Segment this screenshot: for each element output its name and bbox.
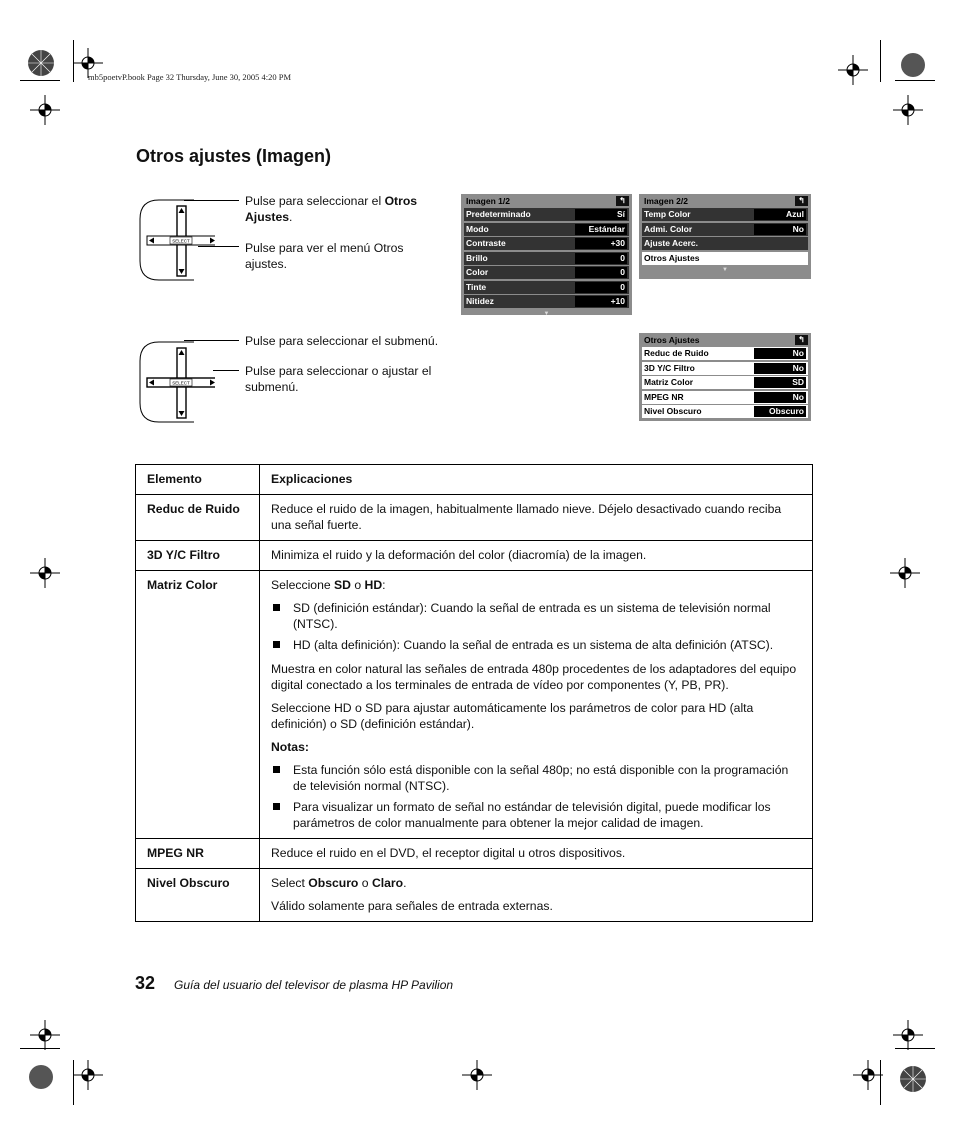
element-explanation [260,869,813,922]
remote-dpad-icon [139,341,215,423]
menu-item[interactable]: Brillo 0 [464,252,629,265]
crop-mark [880,40,881,82]
menu-item[interactable]: 3D Y/C Filtro No [642,362,808,375]
back-icon[interactable]: ↰ [616,196,629,206]
table-row [136,495,813,541]
scroll-down-icon[interactable]: ▼ [722,267,728,273]
menu-item[interactable]: Nivel Obscuro Obscuro [642,405,808,418]
bullet-square-icon [273,803,280,810]
page-title: Otros ajustes (Imagen) [136,146,332,166]
instruction-select-submenu: Pulse para seleccionar el submenú. [245,334,439,348]
select-label: SELECT [172,380,190,386]
menu-item[interactable]: Nitidez +10 [464,295,629,308]
menu-item-selected[interactable]: Otros Ajustes [642,252,808,265]
bullet-square-icon [273,766,280,773]
table-row [136,541,813,571]
crosshair-icon [890,558,920,588]
table-row [136,869,813,922]
menu-item[interactable]: Matriz Color SD [642,376,808,389]
explanations-table [135,464,813,922]
remote-dpad-icon [139,199,215,281]
table-header-row [136,465,813,495]
menu-header: Otros Ajustes ↰ [639,333,811,347]
footer-guide-title: Guía del usuario del televisor de plasma HP Pavilion [174,978,454,992]
registration-target-icon [24,46,58,80]
leader-line [184,200,239,201]
print-header: mb5poetvP.book Page 32 Thursday, June 30, 2005 4:20 PM [88,72,292,82]
bullet-square-icon [273,641,280,648]
registration-dot-icon [896,48,930,82]
nivel-line: Select Obscuro o Claro. [271,876,407,890]
leader-line [184,340,239,341]
page-number: 32 [135,973,156,993]
crosshair-icon [462,1060,492,1090]
instruction-adjust-submenu: Pulse para seleccionar o ajustar el submenú. [245,364,432,394]
osd-menu-imagen-2 [639,194,811,279]
crosshair-icon [853,1060,883,1090]
bullet-item: HD (alta definición): Cuando la señal de entrada es un sistema de alta definición (ATSC). [271,637,802,653]
crosshair-icon [893,95,923,125]
crosshair-icon [30,1020,60,1050]
matriz-intro: Seleccione SD o HD: [271,578,386,592]
table-row [136,571,813,839]
back-icon[interactable]: ↰ [795,335,808,345]
osd-menu-otros-ajustes [639,333,811,421]
table-row [136,839,813,869]
registration-dot-icon [24,1060,58,1094]
menu-item[interactable]: Reduc de Ruido No [642,347,808,360]
element-explanation [260,571,813,839]
menu-header: Imagen 2/2 ↰ [639,194,811,208]
registration-target-icon [896,1062,930,1096]
osd-menu-imagen-1 [461,194,632,315]
column-header-elemento: Elemento [136,465,260,495]
element-explanation: Reduce el ruido de la imagen, habitualmente llamado nieve. Déjelo desactivado cuando reciba una señal fuerte. [260,495,813,541]
leader-line [213,370,239,371]
crosshair-icon [73,1060,103,1090]
back-icon[interactable]: ↰ [795,196,808,206]
menu-item[interactable]: Contraste +30 [464,237,629,250]
element-explanation: Minimiza el ruido y la deformación del color (diacromía) de la imagen. [260,541,813,571]
leader-line [198,246,239,247]
element-name: MPEG NR [136,839,260,869]
menu-item[interactable]: Tinte 0 [464,281,629,294]
crop-mark [20,80,60,81]
crosshair-icon [838,55,868,85]
note-item: Esta función sólo está disponible con la señal 480p; no está disponible con la programación de televisión normal (NTSC). [271,762,802,794]
note-item: Para visualizar un formato de señal no estándar de televisión digital, puede modificar los parámetros de color manualmente para obtener la mejor calidad de imagen. [271,799,802,831]
crosshair-icon [30,95,60,125]
bullet-item: SD (definición estándar): Cuando la señal de entrada es un sistema de televisión normal (NTSC). [271,600,802,632]
notes-title: Notas: [271,740,309,754]
instruction-select-otros: Pulse para seleccionar el Otros Ajustes. [245,194,418,224]
menu-item[interactable]: Admi. Color No [642,223,808,236]
menu-item[interactable]: Temp Color Azul [642,208,808,221]
matriz-paragraph: Muestra en color natural las señales de entrada 480p procedentes de los adaptadores del equipo digital conectado a los terminales de entrada de vídeo por componentes (Y, PB, PR). [271,662,797,692]
instruction-open-menu: Pulse para ver el menú Otros ajustes. [245,241,404,271]
matriz-paragraph: Seleccione HD o SD para ajustar automáticamente los parámetros de color para HD (alta definición) o SD (definición estándar). [271,701,754,731]
element-name: Matriz Color [136,571,260,839]
select-label: SELECT [172,238,190,244]
menu-header: Imagen 1/2 ↰ [461,194,632,208]
element-explanation: Reduce el ruido en el DVD, el receptor digital u otros dispositivos. [260,839,813,869]
menu-item[interactable]: Ajuste Acerc. [642,237,808,250]
column-header-explicaciones: Explicaciones [260,465,813,495]
menu-item[interactable]: Color 0 [464,266,629,279]
element-name: Nivel Obscuro [136,869,260,922]
menu-item[interactable]: MPEG NR No [642,391,808,404]
menu-item[interactable]: Predeterminado Sí [464,208,629,221]
scroll-down-icon[interactable]: ▼ [543,310,550,317]
element-name: Reduc de Ruido [136,495,260,541]
crosshair-icon [893,1020,923,1050]
bullet-square-icon [273,604,280,611]
crosshair-icon [30,558,60,588]
element-name: 3D Y/C Filtro [136,541,260,571]
nivel-line: Válido solamente para señales de entrada externas. [271,899,553,913]
menu-item[interactable]: Modo Estándar [464,223,629,236]
